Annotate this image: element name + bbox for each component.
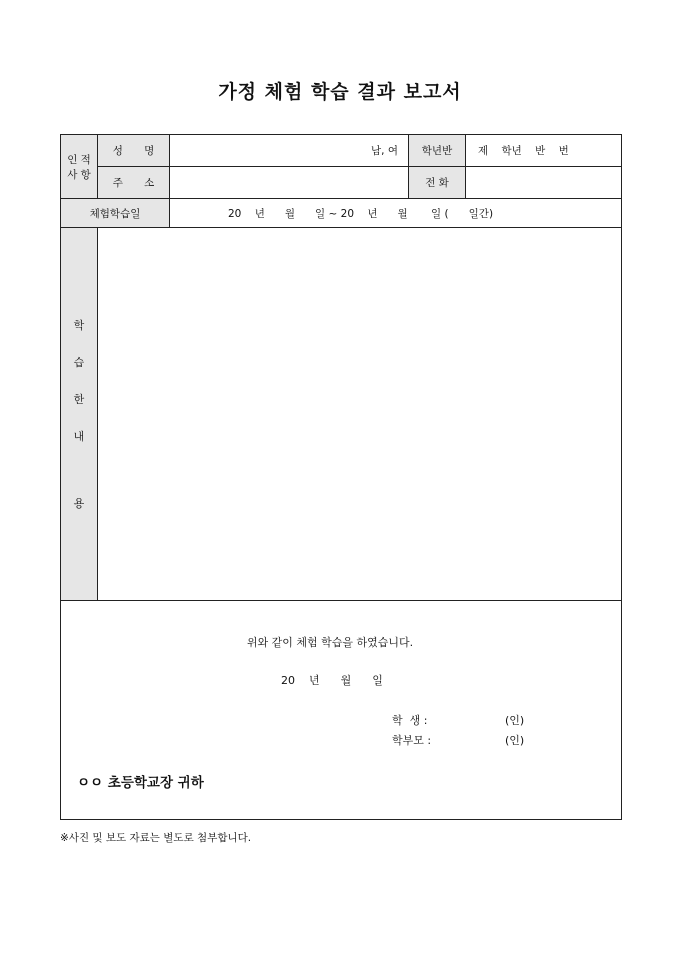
parent-label: 학부모 : xyxy=(392,734,432,747)
attachment-note: ※사진 및 보도 자료는 별도로 첨부합니다. xyxy=(60,832,252,844)
statement-text: 위와 같이 체험 학습을 하였습니다. xyxy=(246,636,414,649)
confirmation-section xyxy=(61,601,622,820)
principal-addressee: ㅇㅇ 초등학교장 귀하 xyxy=(77,775,204,791)
content-char-3: 한 xyxy=(73,392,85,406)
personal-info-label xyxy=(61,135,98,199)
name-field[interactable] xyxy=(170,135,409,167)
content-char-2: 습 xyxy=(73,355,85,369)
report-form-table xyxy=(60,134,622,820)
personal-info-label-line2: 사 항 xyxy=(67,168,91,181)
content-char-4: 내 xyxy=(73,429,85,443)
phone-label: 전 화 xyxy=(409,167,466,199)
date-field[interactable]: 20 년 월 일 ~ 20 년 월 일 ( 일간) xyxy=(170,199,622,228)
address-field[interactable] xyxy=(170,167,409,199)
date-label: 체험학습일 xyxy=(61,199,170,228)
content-field[interactable] xyxy=(98,228,622,601)
content-label xyxy=(61,228,98,601)
class-field[interactable]: 제 학년 반 번 xyxy=(466,135,622,167)
parent-seal: (인) xyxy=(505,734,525,747)
content-char-5: 용 xyxy=(73,496,85,510)
sign-date: 20 년 월 일 xyxy=(281,674,383,687)
student-label: 학 생 : xyxy=(392,714,428,727)
address-label: 주 소 xyxy=(98,167,170,199)
sex-options: 남, 여 xyxy=(371,145,398,157)
content-char-1: 학 xyxy=(73,318,85,332)
content-label-vertical xyxy=(61,307,97,522)
phone-field[interactable] xyxy=(466,167,622,199)
student-seal: (인) xyxy=(505,714,525,727)
class-label: 학년반 xyxy=(409,135,466,167)
name-label: 성 명 xyxy=(98,135,170,167)
personal-info-label-line1: 인 적 xyxy=(67,153,91,166)
document-title: 가정 체험 학습 결과 보고서 xyxy=(218,81,462,103)
